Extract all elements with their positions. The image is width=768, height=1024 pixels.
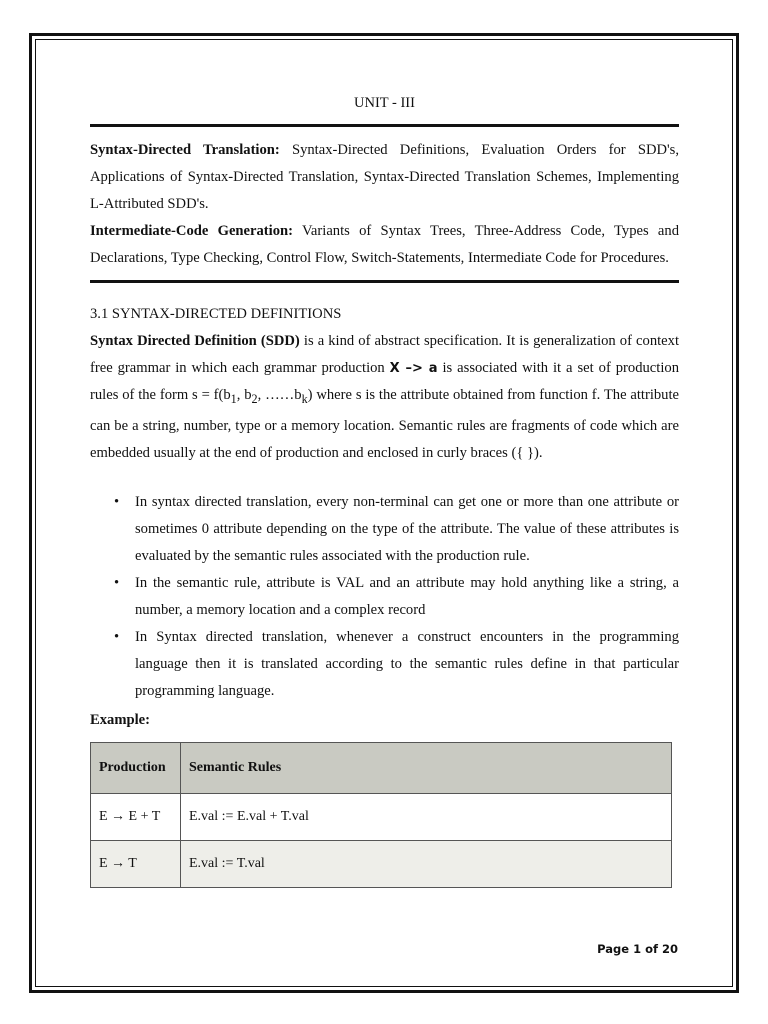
syllabus-sdt — [90, 137, 679, 218]
top-divider — [90, 124, 679, 127]
icg-label: Intermediate-Code Generation: — [90, 223, 293, 239]
subscript-1: 1 — [230, 391, 237, 406]
section-heading: 3.1 SYNTAX-DIRECTED DEFINITIONS — [90, 306, 342, 322]
page-number: Page 1 of 20 — [597, 942, 678, 956]
cell-rule: E.val := E.val + T.val — [181, 793, 672, 840]
list-item — [90, 489, 679, 570]
cell-rule: E.val := T.val — [181, 840, 672, 887]
list-item-text: In syntax directed translation, every non-terminal can get one or more than one attribute or sometimes 0 attribute depending on the type of the attribute. The value of these attributes is evaluated by the semantic rules associated with the production rule. — [135, 493, 679, 564]
subscript-k: k — [301, 391, 308, 406]
sdd-definition-paragraph — [90, 328, 679, 467]
sdd-text-2: is associated with it a set of production rules of the form s = f(b — [90, 360, 679, 403]
header-semantic-rules: Semantic Rules — [181, 742, 672, 793]
sep-1: , b — [236, 387, 252, 403]
production-example: X –> a — [389, 361, 438, 376]
table-header-row — [91, 742, 672, 793]
list-item — [90, 624, 679, 705]
list-item-text: In the semantic rule, attribute is VAL and an attribute may hold anything like a string, a number, a memory location and a complex record — [135, 574, 679, 618]
bullet-list — [90, 489, 679, 705]
icg-text: Variants of Syntax Trees, Three-Address Code, Types and Declarations, Type Checking, Control Flow, Switch-Statements, Intermediate Code for Procedures. — [90, 223, 679, 266]
semantic-rules-table — [90, 742, 672, 888]
cell-production: E → E + T — [91, 793, 181, 840]
unit-title: UNIT - III — [354, 95, 415, 111]
cell-production: E → T — [91, 840, 181, 887]
bottom-divider — [90, 280, 679, 283]
sdt-text: Syntax-Directed Definitions, Evaluation Orders for SDD's, Applications of Syntax-Directed Translation, Syntax-Directed Translation Schemes, Implementing L-Attributed SDD's. — [90, 142, 680, 212]
bullet-glyph: • — [114, 628, 120, 645]
table-row — [91, 793, 672, 840]
list-item — [90, 570, 679, 624]
page-content — [90, 90, 679, 888]
sdd-text-1: is a kind of abstract specification. It is generalization of context free grammar in which each grammar production — [90, 333, 680, 376]
bullet-glyph: • — [114, 493, 120, 510]
list-item-text: In Syntax directed translation, whenever a construct encounters in the programming language then it is translated according to the semantic rules define in that particular programming language. — [135, 628, 679, 699]
syllabus-icg — [90, 218, 679, 272]
sdd-term: Syntax Directed Definition (SDD) — [90, 333, 300, 349]
sdd-text-3: ) where s is the attribute obtained from function f. The attribute can be a string, number, type or a memory location. Semantic rules are fragments of code which are embedded usually at the end of production and enclosed in curly braces ({ }). — [90, 387, 680, 461]
bullet-glyph: • — [114, 574, 120, 591]
sdt-label: Syntax-Directed Translation: — [90, 142, 280, 158]
subscript-2: 2 — [251, 391, 258, 406]
header-production: Production — [91, 742, 181, 793]
syllabus-block — [90, 137, 679, 272]
example-label: Example: — [90, 711, 150, 728]
sep-2: , ……b — [257, 387, 302, 403]
table-row — [91, 840, 672, 887]
